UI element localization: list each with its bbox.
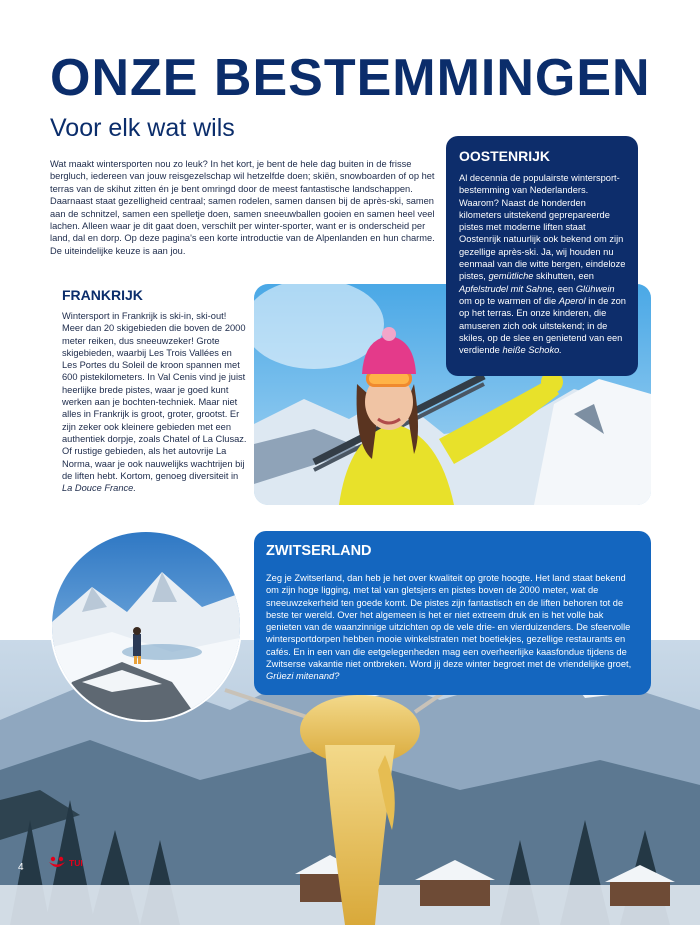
- zwitserland-body: Zeg je Zwitserland, dan heb je het over kwaliteit op grote hoogte. Het land staat bekend om zijn hoge ligging, met tal van gletsjers en pistes boven de 2000 meter, wat de sneeuwzekerheid ten goede komt. De pistes zijn fantastisch en de liften behoren tot de beste ter wereld. Over het algemeen is het er niet extreem druk en is het volle bak genieten van de waanzinnige uitzichten op de vele drie- en vierduizenders. De sfeervolle wintersportdorpen hebben mooie winkelstraten met boetiekjes, gezellige restaurants en cafés. En in een van die eetgelegenheden mag een overheerlijke kaasfondue tijdens de Zwitserse vakantie niet ontbreken. Word jij deze winter begroet met de vriendelijke groet,: [266, 573, 632, 670]
- oostenrijk-text-part: skihutten, een: [536, 271, 594, 282]
- oostenrijk-text-part: in de zon op het terras. En onze kinderen, die amuseren zich ook uitstekend; in de skiles, op de slee en genietend van een verdiende: [459, 295, 626, 356]
- oostenrijk-text: [459, 172, 626, 356]
- frankrijk-heading: FRANKRIJK: [62, 287, 143, 303]
- oostenrijk-italic-gluhwein: Glühwein: [575, 283, 615, 294]
- tui-smile-logo-icon: [48, 856, 66, 870]
- frankrijk-text: [62, 310, 248, 494]
- oostenrijk-heading: OOSTENRIJK: [459, 148, 551, 164]
- oostenrijk-text-part: Al decennia de populairste wintersport-bestemming van Nederlanders. Waarom? Naast de honderden kilometers uitstekend geprepareerde pistes met moderne liften staat Oostenrijk natuurlijk ook bekend om zijn gezellige après-ski. Ja, wij houden nu eenmaal van die witte bergen, eindeloze pistes,: [459, 173, 626, 282]
- oostenrijk-text-part: een: [557, 283, 574, 294]
- oostenrijk-card: [446, 136, 638, 376]
- oostenrijk-italic-schoko: heiße Schoko.: [502, 345, 562, 356]
- oostenrijk-text-part: om op te warmen of die: [459, 295, 557, 306]
- page-title: ONZE BESTEMMINGEN: [50, 49, 651, 107]
- frankrijk-italic: La Douce France.: [62, 483, 136, 494]
- oostenrijk-italic-apfelstrudel: Apfelstrudel mit Sahne,: [459, 283, 556, 294]
- page-subtitle: Voor elk wat wils: [50, 114, 235, 142]
- logo-text: TUI: [69, 858, 83, 868]
- zwitserland-heading: ZWITSERLAND: [266, 543, 372, 559]
- mountain-hiker-photo: [50, 530, 242, 722]
- oostenrijk-italic-aperol: Aperol: [558, 295, 586, 306]
- page-number: 4: [18, 862, 24, 873]
- zwitserland-card: [254, 531, 651, 695]
- zwitserland-text: [266, 572, 639, 683]
- intro-paragraph: Wat maakt wintersporten nou zo leuk? In het kort, je bent de hele dag buiten in de frisse bergluch, iedereen van jouw reisgezelschap wil hetzelfde doen; skiën, snowboarden of op het terras van de skihut zitten én je bent omringd door de meest fantastische landschappen. Daarnaast staat gezelligheid centraal; samen rodelen, samen dansen bij de après-ski, samen aan de schnitzel, samen een spelletje doen, samen sneeuwballen gooien en samen heel veel lachen. Alleen waar je dit gaat doen, verschilt per winter-sporter, want er is onderscheid per land, dal en dorp. Op deze pagina's een korte introductie van de Alpenlanden en hun charme. De uiteindelijke keuze is aan jou.: [50, 159, 435, 256]
- oostenrijk-italic-gemutliche: gemütliche: [488, 271, 534, 282]
- zwitserland-italic: Grüezi mitenand?: [266, 671, 340, 682]
- frankrijk-body: Wintersport in Frankrijk is ski-in, ski-out! Meer dan 20 skigebieden die boven de 2000 meter reiken, dus sneeuwzeker! Grote skigebieden, waarbij Les Trois Vallées en Les Portes du Soleil de kroon spannen met 600 pistekilometers. In Val Cenis vind je juist heerlijke brede pistes, waar je goed kunt werken aan je bochten-techniek. Maar niet alles in Frankrijk is groot, groter, grootst. Er zijn zeker ook kleinere gebieden met een authentiek dorpje, zoals Chatel of La Clusaz. Of rustige gebieden, als het autovrije La Norma, waar je ook nauwelijks wachtrijen bij de liften hebt. Kortom, genoeg diversiteit in: [62, 311, 247, 481]
- tui-logo: [48, 856, 83, 870]
